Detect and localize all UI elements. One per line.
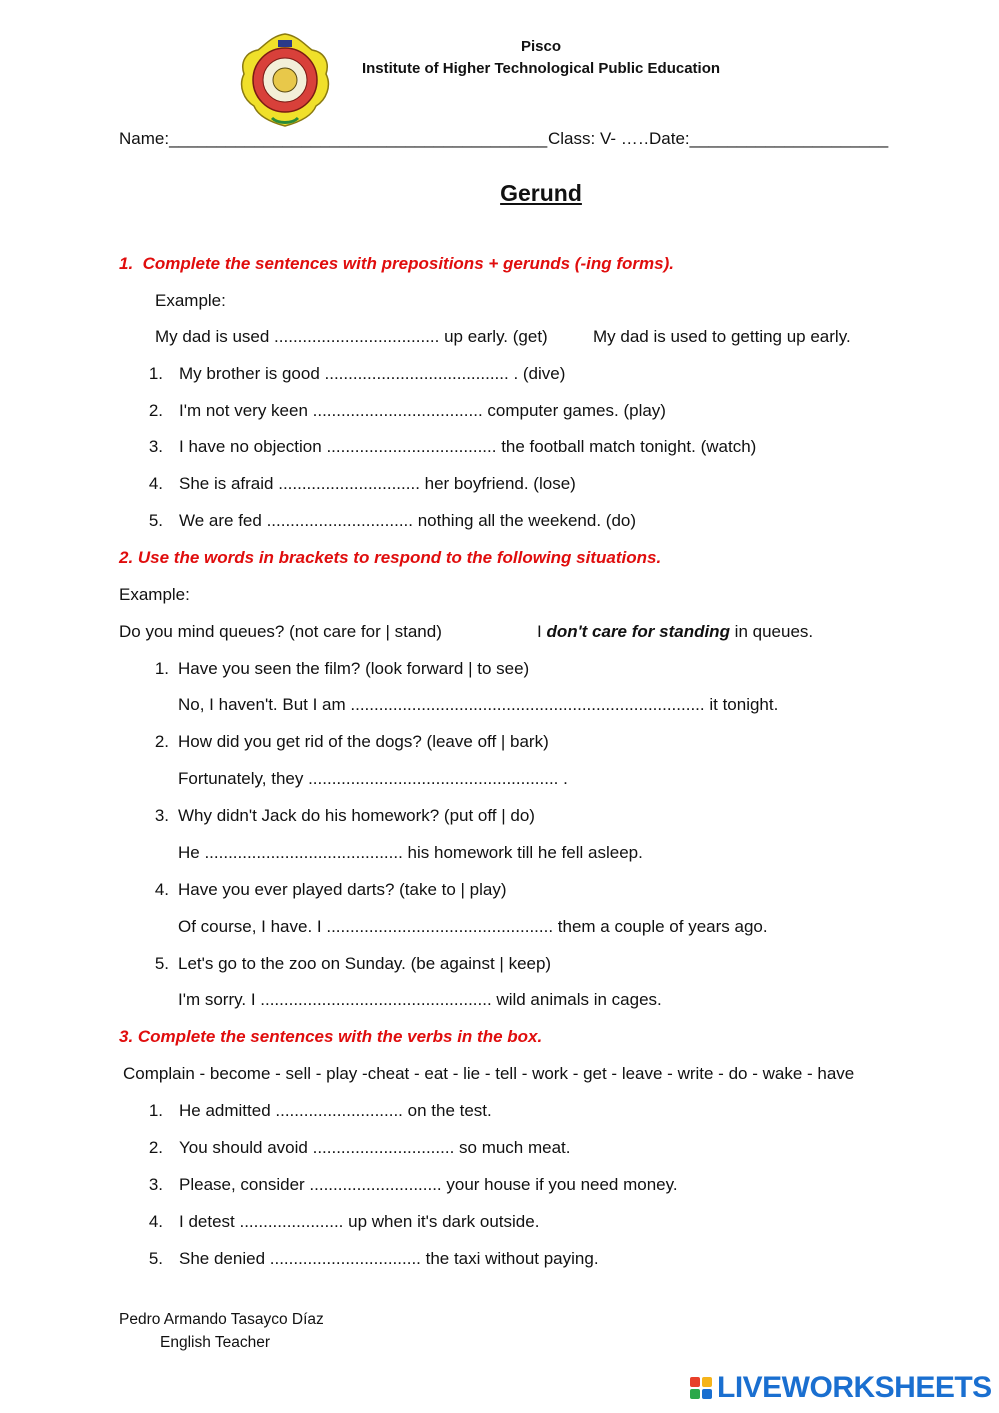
class-label: Class: V- …… xyxy=(548,129,655,148)
list-item: You should avoid .............................. so much meat. xyxy=(179,1138,571,1157)
list-item: She is afraid .............................. her boyfriend. (lose) xyxy=(179,474,576,493)
list-item-answer: Fortunately, they ..................................................... . xyxy=(178,769,568,788)
date-line: _____________________ xyxy=(689,129,889,148)
word-box: Complain - become - sell - play -cheat - eat - lie - tell - work - get - leave - write - do - wake - have xyxy=(123,1064,855,1083)
list-item-question: Have you ever played darts? (take to | play) xyxy=(178,880,507,899)
list-item: We are fed ............................... nothing all the weekend. (do) xyxy=(179,511,637,530)
section3-heading: 3. Complete the sentences with the verbs in the box. xyxy=(119,1027,543,1046)
name-field-row xyxy=(119,129,547,149)
section1-heading-text: Complete the sentences with prepositions + gerunds (-ing forms). xyxy=(142,254,674,273)
liveworksheets-logo-icon xyxy=(690,1377,712,1399)
date-field-row xyxy=(649,129,888,149)
institute-city: Pisco xyxy=(520,38,562,55)
list-item-question: Let's go to the zoo on Sunday. (be against | keep) xyxy=(178,954,552,973)
example-answer-pre: I xyxy=(537,622,547,641)
list-item-question: Why didn't Jack do his homework? (put off | do) xyxy=(178,806,535,825)
list-item-number: 2. xyxy=(154,732,169,751)
list-item: My brother is good ....................................... . (dive) xyxy=(179,364,566,383)
section1-example-answer: My dad is used to getting up early. xyxy=(593,327,851,346)
name-line: ________________________________________ xyxy=(169,129,548,148)
list-item-question: How did you get rid of the dogs? (leave off | bark) xyxy=(178,732,549,751)
teacher-role: English Teacher xyxy=(160,1334,271,1351)
section1-heading xyxy=(119,254,674,274)
list-item: Please, consider ............................ your house if you need money. xyxy=(179,1175,678,1194)
list-item-number: 1. xyxy=(148,364,163,383)
section1-example-label: Example: xyxy=(155,291,226,310)
liveworksheets-text: LIVEWORKSHEETS xyxy=(717,1371,992,1404)
list-item-number: 2. xyxy=(148,401,163,420)
list-item-number: 5. xyxy=(148,1249,163,1268)
section2-example-label: Example: xyxy=(119,585,190,604)
liveworksheets-watermark[interactable] xyxy=(690,1373,992,1403)
institute-name: Institute of Higher Technological Public Education xyxy=(361,60,721,77)
section1-heading-number: 1. xyxy=(119,254,134,273)
list-item-answer: No, I haven't. But I am ........................................................................... it tonight. xyxy=(178,695,779,714)
list-item: She denied ................................ the taxi without paying. xyxy=(179,1249,599,1268)
example-answer-bold: don't care for standing xyxy=(546,622,730,641)
list-item-number: 4. xyxy=(154,880,169,899)
list-item: I have no objection .................................... the football match tonight. (watch) xyxy=(179,437,757,456)
section2-example-answer xyxy=(537,622,813,642)
section2-heading: 2. Use the words in brackets to respond to the following situations. xyxy=(119,548,662,567)
list-item-answer: Of course, I have. I ................................................ them a couple of years ago. xyxy=(178,917,768,936)
list-item-number: 3. xyxy=(148,437,163,456)
name-label: Name: xyxy=(119,129,170,148)
list-item-number: 2. xyxy=(148,1138,163,1157)
example-answer-post: in queues. xyxy=(729,622,814,641)
list-item-answer: He .......................................... his homework till he fell asleep. xyxy=(178,843,643,862)
page-title: Gerund xyxy=(500,180,582,206)
list-item-number: 4. xyxy=(148,474,163,493)
list-item-number: 3. xyxy=(148,1175,163,1194)
list-item-number: 1. xyxy=(154,659,169,678)
list-item-number: 5. xyxy=(154,954,169,973)
list-item-number: 1. xyxy=(148,1101,163,1120)
teacher-name: Pedro Armando Tasayco Díaz xyxy=(119,1311,324,1328)
section1-example-sentence: My dad is used ................................... up early. (get) xyxy=(155,327,548,346)
list-item-number: 3. xyxy=(154,806,169,825)
list-item: I detest ...................... up when it's dark outside. xyxy=(179,1212,540,1231)
section2-example-question: Do you mind queues? (not care for | stand) xyxy=(119,622,442,641)
list-item-number: 5. xyxy=(148,511,163,530)
list-item-answer: I'm sorry. I ................................................. wild animals in cages. xyxy=(178,990,662,1009)
list-item: He admitted ........................... on the test. xyxy=(179,1101,492,1120)
list-item-number: 4. xyxy=(148,1212,163,1231)
list-item-question: Have you seen the film? (look forward | to see) xyxy=(178,659,530,678)
date-label: Date: xyxy=(649,129,690,148)
list-item: I'm not very keen .................................... computer games. (play) xyxy=(179,401,666,420)
